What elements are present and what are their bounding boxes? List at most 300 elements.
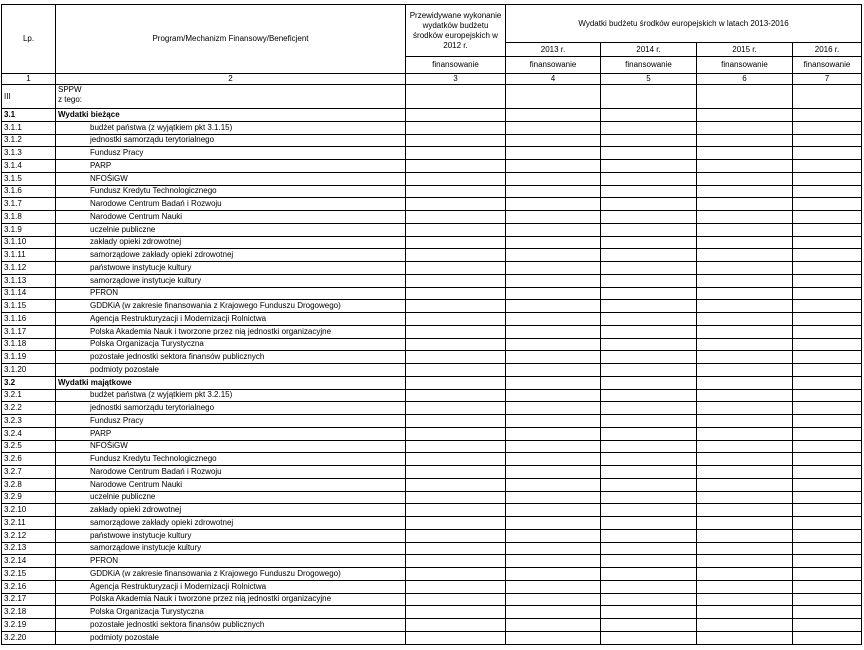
header-przewidywane: Przewidywane wykonanie wydatków budżetu środków europejskich w 2012 r.	[406, 5, 506, 57]
row-value-col-7	[793, 325, 862, 338]
row-name: Polska Organizacja Turystyczna	[56, 338, 406, 351]
row-name: SPPW z tego:	[56, 85, 406, 109]
row-value-col-7	[793, 568, 862, 581]
row-name: budżet państwa (z wyjątkiem pkt 3.2.15)	[56, 389, 406, 402]
row-value-col-6	[697, 338, 793, 351]
row-value-col-5	[601, 453, 697, 466]
table-row	[2, 376, 862, 389]
row-value-col-3	[406, 249, 506, 262]
row-value-col-5	[601, 376, 697, 389]
row-value-col-7	[793, 440, 862, 453]
row-value-col-5	[601, 198, 697, 211]
row-name: Wydatki majątkowe	[56, 376, 406, 389]
row-value-col-7	[793, 172, 862, 185]
row-value-col-4	[506, 478, 601, 491]
row-lp: 3.1.14	[2, 287, 56, 300]
row-value-col-7	[793, 313, 862, 326]
row-value-col-5	[601, 580, 697, 593]
row-value-col-7	[793, 198, 862, 211]
row-value-col-6	[697, 134, 793, 147]
colnum-6: 6	[697, 74, 793, 85]
row-value-col-6	[697, 593, 793, 606]
row-value-col-3	[406, 223, 506, 236]
row-value-col-7	[793, 274, 862, 287]
row-value-col-6	[697, 223, 793, 236]
row-value-col-6	[697, 568, 793, 581]
row-value-col-7	[793, 542, 862, 555]
table-row	[2, 529, 862, 542]
row-value-col-7	[793, 504, 862, 517]
row-value-col-3	[406, 109, 506, 122]
row-value-col-4	[506, 262, 601, 275]
row-name: państwowe instytucje kultury	[56, 529, 406, 542]
row-value-col-3	[406, 466, 506, 479]
row-lp: 3.2.4	[2, 427, 56, 440]
row-value-col-3	[406, 529, 506, 542]
row-value-col-5	[601, 555, 697, 568]
colnum-5: 5	[601, 74, 697, 85]
row-value-col-4	[506, 606, 601, 619]
row-lp: 3.2.14	[2, 555, 56, 568]
row-value-col-7	[793, 223, 862, 236]
row-value-col-7	[793, 478, 862, 491]
row-value-col-4	[506, 300, 601, 313]
row-value-col-5	[601, 134, 697, 147]
row-lp: 3.2.8	[2, 478, 56, 491]
row-value-col-6	[697, 427, 793, 440]
row-value-col-6	[697, 147, 793, 160]
row-value-col-6	[697, 351, 793, 364]
row-value-col-3	[406, 338, 506, 351]
table-row	[2, 478, 862, 491]
row-value-col-6	[697, 529, 793, 542]
row-value-col-7	[793, 402, 862, 415]
row-value-col-7	[793, 351, 862, 364]
row-value-col-3	[406, 555, 506, 568]
row-value-col-6	[697, 376, 793, 389]
row-lp: 3.1.6	[2, 185, 56, 198]
row-value-col-4	[506, 631, 601, 644]
row-lp: 3.2.19	[2, 619, 56, 632]
row-name: PFRON	[56, 555, 406, 568]
row-value-col-4	[506, 453, 601, 466]
row-value-col-6	[697, 631, 793, 644]
row-lp: 3.2.20	[2, 631, 56, 644]
row-value-col-4	[506, 376, 601, 389]
table-row	[2, 389, 862, 402]
row-lp: 3.1.3	[2, 147, 56, 160]
row-lp: 3.1.18	[2, 338, 56, 351]
row-value-col-5	[601, 313, 697, 326]
row-value-col-6	[697, 402, 793, 415]
row-name: uczelnie publiczne	[56, 491, 406, 504]
row-value-col-7	[793, 262, 862, 275]
table-row	[2, 415, 862, 428]
table-row	[2, 236, 862, 249]
row-value-col-3	[406, 211, 506, 224]
row-value-col-5	[601, 338, 697, 351]
row-lp: 3.1.11	[2, 249, 56, 262]
row-value-col-3	[406, 606, 506, 619]
row-lp: 3.2.9	[2, 491, 56, 504]
row-value-col-5	[601, 274, 697, 287]
colnum-2: 2	[56, 74, 406, 85]
row-value-col-7	[793, 427, 862, 440]
row-value-col-3	[406, 593, 506, 606]
table-row	[2, 338, 862, 351]
row-name: Polska Akademia Nauk i tworzone przez nią jednostki organizacyjne	[56, 325, 406, 338]
row-value-col-4	[506, 427, 601, 440]
row-value-col-3	[406, 198, 506, 211]
row-value-col-5	[601, 389, 697, 402]
row-name: Polska Akademia Nauk i tworzone przez nią jednostki organizacyjne	[56, 593, 406, 606]
row-name: samorządowe instytucje kultury	[56, 542, 406, 555]
row-lp: 3.2.11	[2, 517, 56, 530]
row-name: uczelnie publiczne	[56, 223, 406, 236]
row-value-col-5	[601, 211, 697, 224]
row-value-col-3	[406, 364, 506, 377]
table-row	[2, 351, 862, 364]
row-value-col-4	[506, 504, 601, 517]
row-lp: 3.2	[2, 376, 56, 389]
row-name: pozostałe jednostki sektora finansów publicznych	[56, 351, 406, 364]
row-value-col-6	[697, 580, 793, 593]
row-value-col-3	[406, 580, 506, 593]
row-value-col-5	[601, 351, 697, 364]
table-row	[2, 606, 862, 619]
row-name: samorządowe zakłady opieki zdrowotnej	[56, 517, 406, 530]
row-value-col-4	[506, 325, 601, 338]
row-value-col-4	[506, 491, 601, 504]
row-value-col-7	[793, 529, 862, 542]
row-value-col-6	[697, 325, 793, 338]
row-value-col-7	[793, 453, 862, 466]
row-name: zakłady opieki zdrowotnej	[56, 236, 406, 249]
row-lp: 3.1.10	[2, 236, 56, 249]
row-value-col-6	[697, 606, 793, 619]
row-name: podmioty pozostałe	[56, 364, 406, 377]
row-name: Fundusz Pracy	[56, 147, 406, 160]
row-name: PARP	[56, 427, 406, 440]
row-lp: 3.1.20	[2, 364, 56, 377]
row-value-col-4	[506, 85, 601, 109]
row-value-col-4	[506, 109, 601, 122]
header-year-2016: 2016 r.	[793, 43, 862, 57]
row-value-col-3	[406, 542, 506, 555]
row-value-col-5	[601, 631, 697, 644]
row-value-col-7	[793, 517, 862, 530]
row-value-col-3	[406, 415, 506, 428]
row-value-col-4	[506, 274, 601, 287]
row-value-col-5	[601, 478, 697, 491]
table-row	[2, 223, 862, 236]
row-value-col-3	[406, 134, 506, 147]
row-value-col-5	[601, 491, 697, 504]
row-value-col-6	[697, 542, 793, 555]
row-value-col-3	[406, 568, 506, 581]
row-name: Wydatki bieżące	[56, 109, 406, 122]
table-row	[2, 134, 862, 147]
row-value-col-7	[793, 389, 862, 402]
row-value-col-3	[406, 440, 506, 453]
row-lp: 3.2.10	[2, 504, 56, 517]
row-value-col-3	[406, 389, 506, 402]
row-value-col-7	[793, 491, 862, 504]
row-name: pozostałe jednostki sektora finansów publicznych	[56, 619, 406, 632]
row-value-col-5	[601, 172, 697, 185]
row-value-col-4	[506, 160, 601, 173]
header-wydatki: Wydatki budżetu środków europejskich w latach 2013-2016	[506, 5, 862, 43]
row-value-col-6	[697, 236, 793, 249]
table-row	[2, 211, 862, 224]
row-value-col-3	[406, 491, 506, 504]
header-program: Program/Mechanizm Finansowy/Beneficjent	[56, 5, 406, 74]
row-value-col-7	[793, 466, 862, 479]
table-row	[2, 427, 862, 440]
row-value-col-4	[506, 147, 601, 160]
row-value-col-5	[601, 427, 697, 440]
row-value-col-3	[406, 172, 506, 185]
row-value-col-4	[506, 249, 601, 262]
row-name: Narodowe Centrum Badań i Rozwoju	[56, 466, 406, 479]
row-name: Narodowe Centrum Nauki	[56, 211, 406, 224]
table-row	[2, 300, 862, 313]
row-value-col-3	[406, 121, 506, 134]
header-fin-4: finansowanie	[506, 57, 601, 74]
row-value-col-3	[406, 147, 506, 160]
row-value-col-3	[406, 262, 506, 275]
table-row	[2, 121, 862, 134]
row-value-col-6	[697, 478, 793, 491]
row-lp: 3.1.7	[2, 198, 56, 211]
row-value-col-5	[601, 262, 697, 275]
row-value-col-3	[406, 274, 506, 287]
table-row	[2, 466, 862, 479]
row-value-col-6	[697, 313, 793, 326]
table-row	[2, 262, 862, 275]
row-value-col-4	[506, 440, 601, 453]
row-value-col-6	[697, 185, 793, 198]
row-value-col-5	[601, 364, 697, 377]
row-value-col-6	[697, 249, 793, 262]
row-lp: 3.1	[2, 109, 56, 122]
row-value-col-3	[406, 427, 506, 440]
table-row	[2, 364, 862, 377]
table-row	[2, 313, 862, 326]
table-row	[2, 109, 862, 122]
row-value-col-3	[406, 287, 506, 300]
row-value-col-6	[697, 504, 793, 517]
row-value-col-6	[697, 198, 793, 211]
row-value-col-7	[793, 555, 862, 568]
row-lp: 3.1.13	[2, 274, 56, 287]
row-name: Fundusz Kredytu Technologicznego	[56, 453, 406, 466]
row-value-col-3	[406, 351, 506, 364]
row-value-col-5	[601, 85, 697, 109]
row-name: GDDKiA (w zakresie finansowania z Krajowego Funduszu Drogowego)	[56, 300, 406, 313]
header-fin-5: finansowanie	[601, 57, 697, 74]
row-lp: 3.2.5	[2, 440, 56, 453]
row-value-col-4	[506, 517, 601, 530]
row-value-col-4	[506, 402, 601, 415]
row-lp: III	[2, 85, 56, 109]
row-lp: 3.2.16	[2, 580, 56, 593]
row-value-col-3	[406, 453, 506, 466]
row-value-col-5	[601, 504, 697, 517]
table-row	[2, 542, 862, 555]
row-value-col-7	[793, 593, 862, 606]
row-value-col-7	[793, 631, 862, 644]
row-value-col-7	[793, 606, 862, 619]
row-value-col-4	[506, 351, 601, 364]
table-row	[2, 147, 862, 160]
row-value-col-6	[697, 517, 793, 530]
row-value-col-5	[601, 121, 697, 134]
table-row	[2, 325, 862, 338]
row-value-col-3	[406, 325, 506, 338]
row-lp: 3.2.7	[2, 466, 56, 479]
row-name: samorządowe instytucje kultury	[56, 274, 406, 287]
table-row	[2, 249, 862, 262]
header-year-2015: 2015 r.	[697, 43, 793, 57]
row-value-col-5	[601, 440, 697, 453]
table-row	[2, 619, 862, 632]
row-lp: 3.2.1	[2, 389, 56, 402]
row-name: GDDKiA (w zakresie finansowania z Krajowego Funduszu Drogowego)	[56, 568, 406, 581]
row-lp: 3.2.12	[2, 529, 56, 542]
row-name: Fundusz Pracy	[56, 415, 406, 428]
row-value-col-3	[406, 402, 506, 415]
table-row	[2, 185, 862, 198]
row-value-col-3	[406, 478, 506, 491]
row-value-col-7	[793, 619, 862, 632]
budget-table	[1, 4, 862, 645]
table-row	[2, 504, 862, 517]
row-value-col-5	[601, 300, 697, 313]
row-value-col-6	[697, 85, 793, 109]
row-value-col-4	[506, 555, 601, 568]
row-value-col-6	[697, 415, 793, 428]
table-row	[2, 160, 862, 173]
row-value-col-4	[506, 580, 601, 593]
row-value-col-7	[793, 376, 862, 389]
row-name: Agencja Restrukturyzacji i Modernizacji Rolnictwa	[56, 313, 406, 326]
row-name: NFOŚiGW	[56, 440, 406, 453]
row-name: PFRON	[56, 287, 406, 300]
row-value-col-6	[697, 274, 793, 287]
row-name: jednostki samorządu terytorialnego	[56, 402, 406, 415]
table-row	[2, 593, 862, 606]
row-value-col-6	[697, 211, 793, 224]
header-lp: Lp.	[2, 5, 56, 74]
row-value-col-6	[697, 466, 793, 479]
row-value-col-6	[697, 619, 793, 632]
row-lp: 3.2.6	[2, 453, 56, 466]
row-value-col-5	[601, 287, 697, 300]
row-value-col-6	[697, 121, 793, 134]
row-value-col-6	[697, 453, 793, 466]
row-value-col-4	[506, 338, 601, 351]
row-value-col-4	[506, 211, 601, 224]
table-row	[2, 287, 862, 300]
row-value-col-3	[406, 313, 506, 326]
row-value-col-3	[406, 631, 506, 644]
row-name: Agencja Restrukturyzacji i Modernizacji Rolnictwa	[56, 580, 406, 593]
row-value-col-3	[406, 185, 506, 198]
row-lp: 3.1.5	[2, 172, 56, 185]
row-value-col-7	[793, 415, 862, 428]
row-value-col-4	[506, 415, 601, 428]
row-value-col-5	[601, 606, 697, 619]
row-value-col-4	[506, 236, 601, 249]
row-value-col-7	[793, 211, 862, 224]
row-value-col-6	[697, 364, 793, 377]
row-value-col-7	[793, 134, 862, 147]
row-value-col-6	[697, 287, 793, 300]
row-value-col-6	[697, 491, 793, 504]
row-value-col-5	[601, 147, 697, 160]
row-value-col-5	[601, 223, 697, 236]
row-value-col-7	[793, 300, 862, 313]
row-value-col-7	[793, 287, 862, 300]
row-value-col-6	[697, 109, 793, 122]
row-value-col-4	[506, 389, 601, 402]
row-value-col-6	[697, 262, 793, 275]
row-value-col-5	[601, 529, 697, 542]
table-row	[2, 198, 862, 211]
table-row	[2, 453, 862, 466]
row-value-col-4	[506, 185, 601, 198]
row-value-col-5	[601, 415, 697, 428]
row-value-col-4	[506, 223, 601, 236]
row-lp: 3.2.15	[2, 568, 56, 581]
row-value-col-6	[697, 172, 793, 185]
row-value-col-5	[601, 402, 697, 415]
row-value-col-6	[697, 160, 793, 173]
row-value-col-4	[506, 568, 601, 581]
row-name: podmioty pozostałe	[56, 631, 406, 644]
row-value-col-5	[601, 593, 697, 606]
table-row	[2, 517, 862, 530]
row-lp: 3.1.4	[2, 160, 56, 173]
row-value-col-4	[506, 529, 601, 542]
row-value-col-4	[506, 364, 601, 377]
row-lp: 3.1.12	[2, 262, 56, 275]
row-value-col-3	[406, 517, 506, 530]
row-name: państwowe instytucje kultury	[56, 262, 406, 275]
row-value-col-4	[506, 593, 601, 606]
row-value-col-7	[793, 236, 862, 249]
row-lp: 3.1.2	[2, 134, 56, 147]
row-value-col-3	[406, 504, 506, 517]
header-year-2013: 2013 r.	[506, 43, 601, 57]
row-value-col-4	[506, 542, 601, 555]
row-value-col-4	[506, 619, 601, 632]
row-name: NFOŚiGW	[56, 172, 406, 185]
row-value-col-4	[506, 134, 601, 147]
row-value-col-6	[697, 555, 793, 568]
table-row	[2, 631, 862, 644]
row-name: budżet państwa (z wyjątkiem pkt 3.1.15)	[56, 121, 406, 134]
row-value-col-5	[601, 619, 697, 632]
row-value-col-4	[506, 287, 601, 300]
row-value-col-3	[406, 236, 506, 249]
row-lp: 3.2.13	[2, 542, 56, 555]
table-row	[2, 402, 862, 415]
table-row	[2, 274, 862, 287]
row-value-col-5	[601, 466, 697, 479]
row-lp: 3.1.19	[2, 351, 56, 364]
